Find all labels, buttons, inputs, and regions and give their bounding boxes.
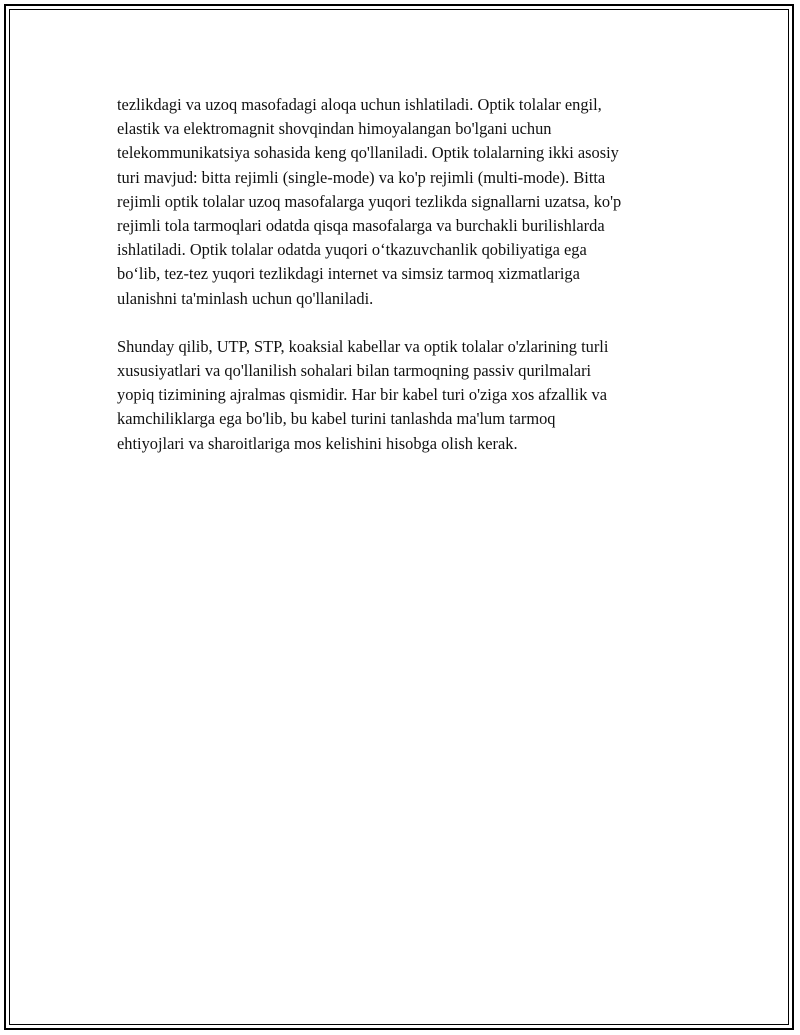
text-line: ishlatiladi. Optik tolalar odatda yuqori o‘tkazuvchanlik qobiliyatiga ega bbox=[117, 240, 587, 260]
text-line: tezlikdagi va uzoq masofadagi aloqa uchun ishlatiladi. Optik tolalar engil, bbox=[117, 95, 602, 114]
text-line: ehtiyojlari va sharoitlariga mos kelishini hisobga olish kerak. bbox=[117, 433, 518, 453]
text-line: turi mavjud: bitta rejimli (single-mode) va ko'p rejimli (multi-mode). Bitta bbox=[117, 167, 606, 187]
text-line: rejimli optik tolalar uzoq masofalarga yuqori tezlikda signallarni uzatsa, ko'p bbox=[117, 191, 622, 211]
text-line: Shunday qilib, UTP, STP, koaksial kabellar va optik tolalar o'zlarining turli bbox=[117, 336, 609, 356]
text-line: ulanishni ta'minlash uchun qo'llaniladi. bbox=[117, 288, 374, 308]
text-line: kamchiliklarga ega bo'lib, bu kabel turini tanlashda ma'lum tarmoq bbox=[117, 409, 556, 429]
paragraph-conclusion bbox=[117, 335, 697, 456]
text-line: xususiyatlari va qo'llanilish sohalari bilan tarmoqning passiv qurilmalari bbox=[117, 361, 592, 381]
text-line: yopiq tizimining ajralmas qismidir. Har bir kabel turi o'ziga xos afzallik va bbox=[117, 385, 607, 405]
text-line: bo‘lib, tez-tez yuqori tezlikdagi internet va simsiz tarmoq xizmatlariga bbox=[117, 264, 580, 284]
document-body bbox=[117, 93, 697, 456]
text-line: elastik va elektromagnit shovqindan himoyalangan bo'lgani uchun bbox=[117, 119, 552, 139]
paragraph-optical-fiber bbox=[117, 93, 697, 311]
text-line: telekommunikatsiya sohasida keng qo'llaniladi. Optik tolalarning ikki asosiy bbox=[117, 143, 619, 163]
text-line: rejimli tola tarmoqlari odatda qisqa masofalarga va burchakli burilishlarda bbox=[117, 216, 605, 236]
